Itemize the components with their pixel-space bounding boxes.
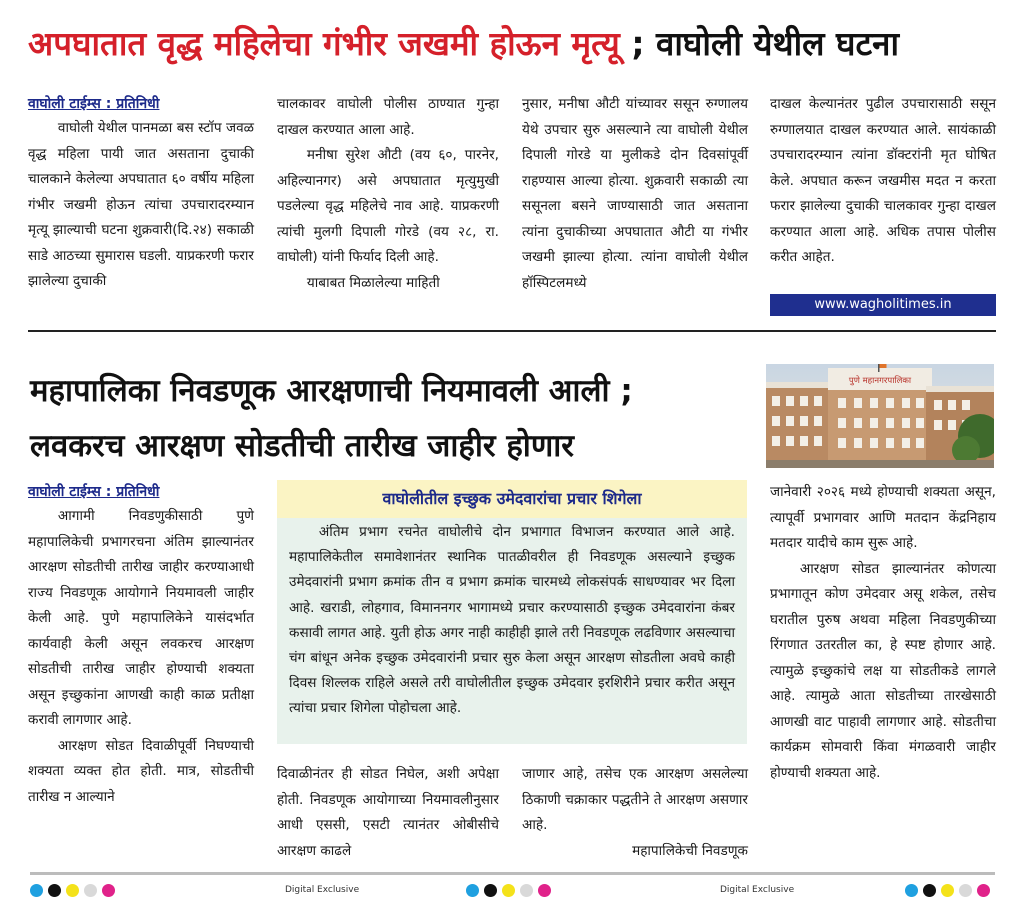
- registration-dot: [923, 884, 936, 897]
- registration-dot: [466, 884, 479, 897]
- story1-headline-main: अपघातात वृद्ध महिलेचा गंभीर जखमी होऊन मृत्यू: [28, 24, 620, 63]
- registration-dot: [905, 884, 918, 897]
- story1-col4-text: दाखल केल्यानंतर पुढील उपचारासाठी ससून रुग्णालयात दाखल करण्यात आले. सायंकाळी उपचारादरम्यान त्यांना डॉक्टरांनी मृत घोषित केले. अपघात करून जखमीस मदत न करता फरार झालेल्या दुचाकी चालकावर गुन्हा दाखल करण्यात आला आहे. अधिक तपास पोलीस करीत आहेत.: [770, 96, 996, 265]
- footer-rule: [30, 872, 995, 875]
- registration-dot: [84, 884, 97, 897]
- color-registration-marks-center: [466, 884, 551, 897]
- registration-dot: [941, 884, 954, 897]
- story2-col3-text-a: जाणार आहे, तसेच एक आरक्षण असलेल्या ठिकाणी चक्राकार पद्धतीने ते आरक्षण असणार आहे.: [522, 766, 748, 833]
- story2-box-text: अंतिम प्रभाग रचनेत वाघोलीचे दोन प्रभागात विभाजन करण्यात आले आहे. महापालिकेतील समावेशानंतर स्थानिक पातळीवरील ही निवडणूक असल्याने इच्छुक उमेदवारांनी प्रभाग क्रमांक तीन व प्रभाग क्रमांक चारमध्ये लोकसंपर्क साधण्यावर भर दिला आहे. खराडी, लोहगाव, विमाननगर भागामध्ये प्रचार करण्यासाठी इच्छुक उमेदवारांना कंबर कसावी लागत आहे. युती होऊ अगर नाही काहीही झाले तरी निवडणूक लढविणार असल्याचा चंग बांधून अनेक इच्छुक उमेदवारांनी प्रचार सुरु केला असून आरक्षण सोडतीला अवघे काही दिवस शिल्लक राहिले असले तरी वाघोलीतील इच्छुक उमेदवार इरशिरीने प्रचार करीत असून त्यांचा प्रचार शिगेला पोहोचला आहे.: [289, 524, 736, 717]
- story2-column-3: [522, 762, 748, 864]
- story1-byline: वाघोली टाईम्स : प्रतिनिधी: [28, 96, 160, 112]
- story2-column-4: [770, 480, 996, 786]
- footer-label-left: Digital Exclusive: [285, 885, 360, 895]
- registration-dot: [520, 884, 533, 897]
- story1-col1-text: वाघोली येथील पानमळा बस स्टॉप जवळ वृद्ध महिला पायी जात असताना दुचाकी चालकाने केलेल्या अपघातात ६० वर्षीय महिला गंभीर जखमी होऊन त्यांचा उपचारादरम्यान मृत्यू झाल्याची घटना शुक्रवारी(दि.२४) सकाळी साडे आठच्या सुमारास घडली. याप्रकरणी फरार झालेल्या दुचाकी: [28, 120, 254, 289]
- registration-dot: [538, 884, 551, 897]
- registration-dot: [48, 884, 61, 897]
- story2-headline-line1: महापालिका निवडणूक आरक्षणाची नियमावली आली ;: [30, 373, 633, 409]
- story1-column-4: [770, 92, 996, 271]
- building-sign: पुणे महानगरपालिका: [848, 376, 912, 386]
- story2-col4-text-b: आरक्षण सोडत झाल्यानंतर कोणत्या प्रभागातून कोण उमेदवार असू शकेल, तसेच घरातील पुरुष अथवा महिला निवडणुकीच्या रिंगणात उतरतील का, हे स्पष्ट होणार आहे. त्यामुळे इच्छुकांचे लक्ष या सोडतीकडे लागले आहे. त्यामुळे आता सोडतीच्या तारखेसाठी आणखी वाट पाहावी लागणार आहे. सोडतीचा कार्यक्रम सोमवारी किंवा मंगळवारी जाहीर होण्याची शक्यता आहे.: [770, 560, 996, 781]
- story2-col1-text-a: आगामी निवडणुकीसाठी पुणे महापालिकेची प्रभागरचना अंतिम झाल्यानंतर आरक्षण सोडतीची तारीख जाहीर करण्याआधी राज्य निवडणूक आयोगाने नियमावली जाहीर केली आहे. पुणे महापालिकेने यासंदर्भात कार्यवाही केली असून लवकरच आरक्षण सोडतीची तारीख जाहीर होण्याची शक्यता असून इच्छुकांना आणखी काही काळ प्रतीक्षा करावी लागणार आहे.: [28, 508, 254, 728]
- registration-dot: [30, 884, 43, 897]
- story2-box-body: [277, 518, 747, 744]
- registration-dot: [102, 884, 115, 897]
- registration-dot: [484, 884, 497, 897]
- registration-dot: [502, 884, 515, 897]
- story2-column-1: [28, 480, 254, 810]
- registration-dot: [66, 884, 79, 897]
- story1-column-1: [28, 92, 254, 295]
- story2-col3-text-b: महापालिकेची निवडणूक: [632, 842, 748, 859]
- story1-headline-sub: ; वाघोली येथील घटना: [631, 24, 900, 63]
- story1-col2-text-c: याबाबत मिळालेल्या माहिती: [306, 274, 440, 291]
- story1-col2-text-b: मनीषा सुरेश औटी (वय ६०, पारनेर, अहिल्यानगर) असे अपघातात मृत्युमुखी पडलेल्या वृद्ध महिलेचे नाव आहे. याप्रकरणी त्यांची मुलगी दिपाली गोरडे (वय २८, रा. वाघोली) यांनी फिर्याद दिली आहे.: [277, 147, 499, 265]
- story2-byline: वाघोली टाईम्स : प्रतिनिधी: [28, 484, 160, 500]
- footer-label-right: Digital Exclusive: [720, 885, 795, 895]
- story2-box-title: वाघोलीतील इच्छुक उमेदवारांचा प्रचार शिगेला: [277, 480, 747, 518]
- story2-headline: [30, 364, 770, 474]
- story1-column-2: [277, 92, 499, 296]
- story1-col2-text-a: चालकावर वाघोली पोलीस ठाण्यात गुन्हा दाखल करण्यात आला आहे.: [277, 96, 499, 138]
- story1-headline: [28, 18, 1008, 70]
- story1-column-3: [522, 92, 748, 296]
- story-divider: [28, 330, 996, 332]
- story2-column-2: [277, 762, 499, 864]
- story2-col4-text-a: जानेवारी २०२६ मध्ये होण्याची शक्यता असून, त्यापूर्वी प्रभागवार आणि मतदान केंद्रनिहाय मतदार यादीचे काम सुरू आहे.: [770, 484, 996, 551]
- registration-dot: [977, 884, 990, 897]
- municipal-building-photo: [766, 364, 994, 468]
- story2-col2-text: दिवाळीनंतर ही सोडत निघेल, अशी अपेक्षा होती. निवडणूक आयोगाच्या नियमावलीनुसार आधी एससी, एसटी त्यानंतर ओबीसीचे आरक्षण काढले: [277, 766, 499, 859]
- story1-col3-text: नुसार, मनीषा औटी यांच्यावर ससून रुग्णालय येथे उपचार सुरु असल्याने त्या वाघोली येथील दिपाली गोरडे या मुलीकडे दोन दिवसांपूर्वी राहण्यास आल्या होत्या. शुक्रवारी सकाळी त्या ससूनला बसने जाण्यासाठी जात असताना त्यांना दुचाकीच्या अपघातात औटी या गंभीर जखमी झाल्या होत्या. त्यांना वाघोली येथील हॉस्पिटलमध्ये: [522, 96, 748, 291]
- story2-headline-line2: लवकरच आरक्षण सोडतीची तारीख जाहीर होणार: [30, 428, 574, 464]
- registration-dot: [959, 884, 972, 897]
- color-registration-marks-right: [905, 884, 990, 897]
- website-banner[interactable]: www.wagholitimes.in: [770, 294, 996, 316]
- color-registration-marks-left: [30, 884, 115, 897]
- story2-col1-text-b: आरक्षण सोडत दिवाळीपूर्वी निघण्याची शक्यता व्यक्त होत होती. मात्र, सोडतीची तारीख न आल्याने: [28, 737, 254, 805]
